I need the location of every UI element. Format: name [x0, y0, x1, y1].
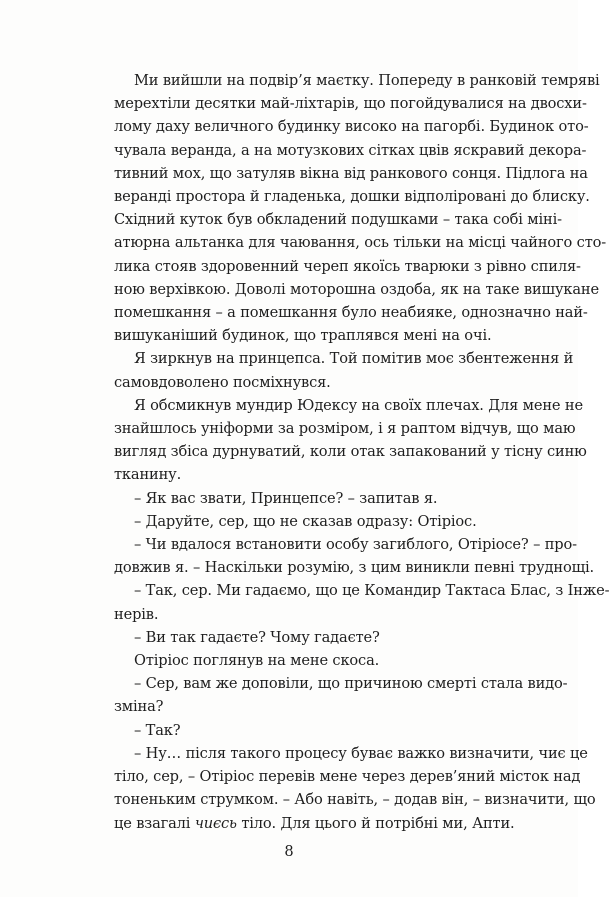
text-line: знайшлось уніформи за розміром, і я раптом відчув, що маю — [114, 420, 576, 438]
text-line: – Сер, вам же доповіли, що причиною смерті стала видо- — [134, 675, 568, 693]
text-line: Я обсмикнув мундир Юдексу на своїх плечах. Для мене не — [134, 396, 583, 414]
text-line: Отіріос поглянув на мене скоса. — [134, 652, 380, 670]
text-line: тіло, сер, – Отіріос перевів мене через дерев’яний місток над — [114, 768, 581, 786]
text-line: вигляд збіса дурнуватий, коли отак запакований у тісну синю — [114, 443, 587, 461]
paragraph — [94, 487, 526, 510]
text-line — [94, 812, 526, 835]
paragraph — [94, 626, 526, 649]
paragraph — [94, 579, 609, 625]
paragraph — [94, 69, 607, 347]
text-line: Ми вийшли на подвір’я маєтку. Попереду в ранковій темряві — [134, 72, 600, 89]
text-line: лому даху величного будинку високо на пагорбі. Будинок ото- — [114, 118, 589, 136]
text-line: мерехтіли десятки май-ліхтарів, що погойдувалися на двосхи- — [114, 95, 587, 113]
paragraph — [94, 394, 587, 487]
text-line: – Ви так гадаєте? Чому гадаєте? — [134, 628, 380, 646]
text-line: – Так, сер. Ми гадаємо, що це Командир Тактаса Блас, з Інже- — [134, 582, 609, 600]
text-line: вишуканіший будинок, що траплявся мені на очі. — [114, 327, 492, 345]
text-line: лика стояв здоровенний череп якоїсь тварюки з рівно спиля- — [114, 257, 581, 275]
paragraph — [94, 719, 526, 742]
paragraph — [94, 347, 574, 393]
text-fragment: це взагалі — [114, 814, 195, 832]
text-line: Східний куток був обкладений подушками – така собі міні- — [114, 211, 562, 229]
text-line: чувала веранда, а на мотузкових сітках цвів яскравий декора- — [114, 141, 587, 159]
text-line: ною верхівкою. Доволі моторошна оздоба, як на таке вишукане — [114, 280, 599, 298]
page-number: 8 — [284, 843, 294, 860]
text-line: – Як вас звати, Принцепсе? – запитав я. — [134, 489, 438, 507]
text-fragment: тіло. Для цього й потрібні ми, Апти. — [236, 814, 515, 832]
text-line: – Чи вдалося встановити особу загиблого, Отіріосе? – про- — [134, 536, 577, 554]
text-line: – Так? — [134, 721, 181, 739]
text-line: тивний мох, що затуляв вікна від ранкового сонця. Підлога на — [114, 164, 588, 182]
paragraph — [94, 649, 526, 672]
text-line: атюрна альтанка для чаювання, ось тільки на місці чайного сто- — [114, 234, 607, 252]
text-line: тоненьким струмком. – Або навіть, – додав він, – визначити, що — [114, 791, 596, 809]
italic-word: чиєсь — [194, 814, 237, 832]
paragraph — [94, 742, 596, 835]
text-line: нерів. — [114, 605, 159, 623]
text-line: самовдоволено посміхнувся. — [114, 373, 331, 391]
text-line: Я зиркнув на принцепса. Той помітив моє збентеження й — [134, 350, 574, 368]
text-line: – Даруйте, сер, що не сказав одразу: Отіріос. — [134, 512, 477, 530]
text-line: – Ну… після такого процесу буває важко визначити, чиє це — [134, 744, 588, 762]
text-line: довжив я. – Наскільки розумію, з цим виникли певні труднощі. — [114, 559, 595, 577]
text-line: веранді простора й гладенька, дошки відполіровані до блиску. — [114, 188, 590, 206]
body-text — [94, 69, 609, 835]
text-line: зміна? — [114, 698, 164, 716]
paragraph — [94, 510, 526, 533]
paragraph — [94, 533, 595, 579]
text-line: тканину. — [114, 466, 182, 484]
text-line: помешкання – а помешкання було неабияке, однозначно най- — [114, 304, 588, 322]
paragraph — [94, 672, 568, 718]
